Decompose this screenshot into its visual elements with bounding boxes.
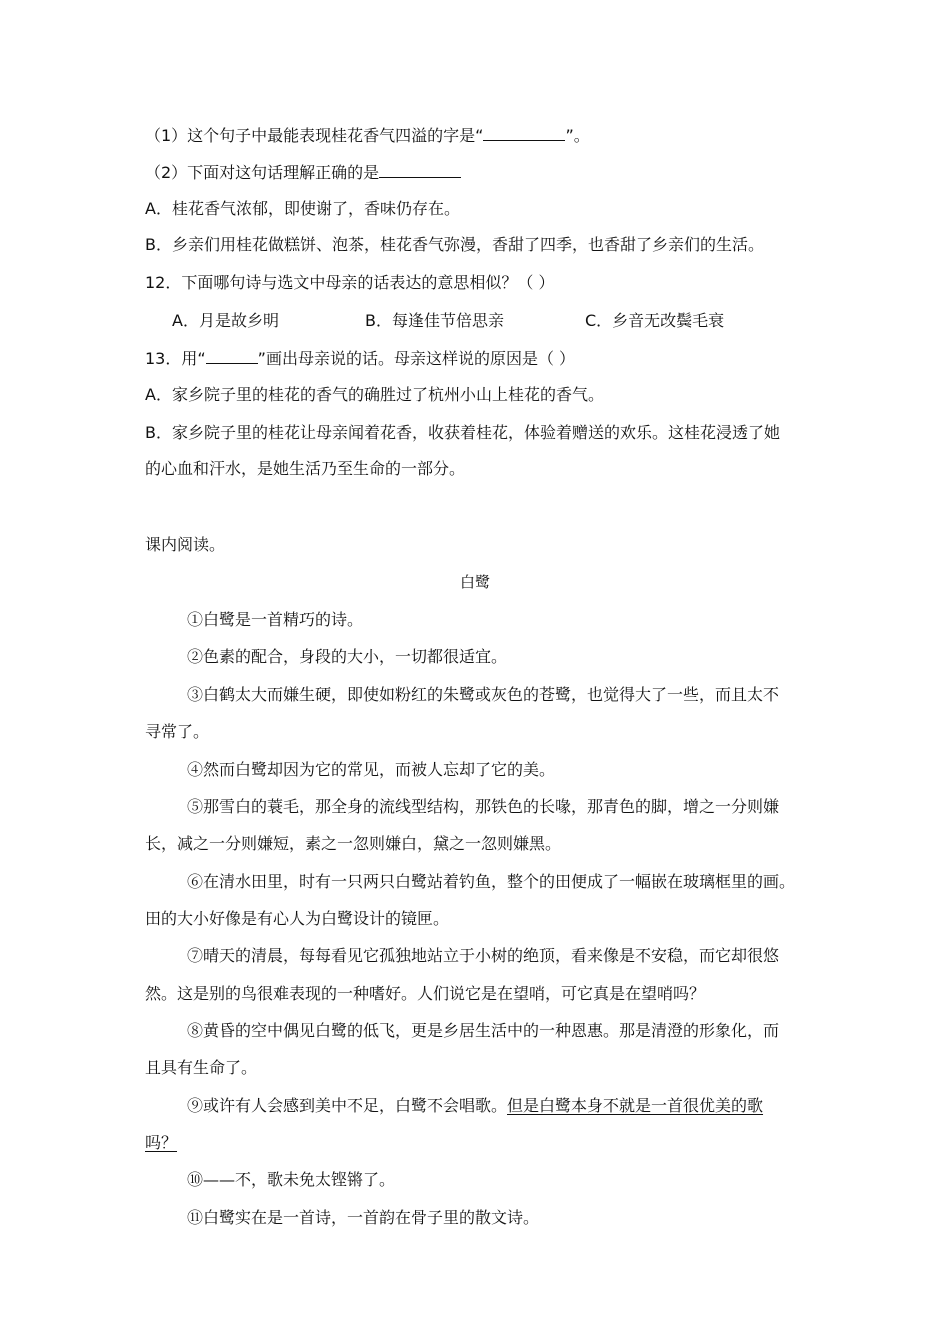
passage-paragraph-9-underlined-end: 吗？	[145, 1133, 178, 1152]
passage-paragraph-11: ⑪白鹭实在是一首诗，一首韵在骨子里的散文诗。	[187, 1208, 540, 1227]
passage-paragraph-8-line2: 且具有生命了。	[145, 1058, 258, 1077]
passage-paragraph-1: ①白鹭是一首精巧的诗。	[187, 610, 364, 629]
q11-sub2-answer-blank[interactable]	[379, 161, 461, 178]
q11-option-b: B．乡亲们用桂花做糕饼、泡茶，桂花香气弥漫，香甜了四季，也香甜了乡亲们的生活。	[145, 235, 764, 254]
q13-option-b-line1: B．家乡院子里的桂花让母亲闻着花香，收获着桂花，体验着赠送的欢乐。这桂花浸透了她	[145, 423, 780, 442]
passage-paragraph-9-plain: ⑨或许有人会感到美中不足，白鹭不会唱歌。	[187, 1096, 508, 1115]
q13-stem-suffix: ”画出母亲说的话。母亲这样说的原因是（ ）	[257, 349, 576, 368]
passage-paragraph-7-line1: ⑦晴天的清晨，每每看见它孤独地站立于小树的绝顶，看来像是不安稳，而它却很悠	[187, 946, 780, 965]
q13-option-b-line2: 的心血和汗水，是她生活乃至生命的一部分。	[145, 459, 466, 478]
passage-paragraph-9-underlined-sentence: 但是白鹭本身不就是一首很优美的歌	[507, 1096, 764, 1115]
passage-paragraph-6-line1: ⑥在清水田里，时有一只两只白鹭站着钓鱼，整个的田便成了一幅嵌在玻璃框里的画。	[187, 872, 796, 891]
q11-sub1-prefix: （1）这个句子中最能表现桂花香气四溢的字是“	[145, 126, 484, 145]
q11-sub1	[145, 124, 590, 146]
q11-sub1-answer-blank[interactable]	[483, 124, 565, 141]
passage-paragraph-6-line2: 田的大小好像是有心人为白鹭设计的镜匣。	[145, 909, 450, 928]
q11-sub1-suffix: ”。	[565, 126, 590, 145]
passage-paragraph-5-line1: ⑤那雪白的蓑毛，那全身的流线型结构，那铁色的长喙，那青色的脚，增之一分则嫌	[187, 797, 780, 816]
passage-paragraph-4: ④然而白鹭却因为它的常见，而被人忘却了它的美。	[187, 760, 556, 779]
passage-paragraph-5-line2: 长，减之一分则嫌短，素之一忽则嫌白，黛之一忽则嫌黑。	[145, 834, 562, 853]
q12-option-c: C．乡音无改鬓毛衰	[585, 311, 725, 330]
passage-paragraph-3-line2: 寻常了。	[145, 722, 210, 741]
passage-paragraph-8-line1: ⑧黄昏的空中偶见白鹭的低飞，更是乡居生活中的一种恩惠。那是清澄的形象化，而	[187, 1021, 780, 1040]
q12-option-b: B．每逢佳节倍思亲	[365, 311, 504, 330]
passage-paragraph-2: ②色素的配合，身段的大小，一切都很适宜。	[187, 647, 508, 666]
passage-paragraph-10: ⑩——不，歌未免太铿锵了。	[187, 1170, 396, 1189]
reading-heading: 课内阅读。	[145, 535, 226, 554]
q12-stem: 12．下面哪句诗与选文中母亲的话表达的意思相似？（ ）	[145, 273, 555, 292]
q11-option-a: A．桂花香气浓郁，即使谢了，香味仍存在。	[145, 199, 460, 218]
q12-option-a: A．月是故乡明	[172, 311, 279, 330]
passage-paragraph-7-line2: 然。这是别的鸟很难表现的一种嗜好。人们说它是在望哨，可它真是在望哨吗？	[145, 984, 706, 1003]
passage-paragraph-9-line2	[145, 1133, 177, 1153]
q11-sub2	[145, 161, 461, 183]
q13-underline-sample	[206, 347, 258, 364]
passage-paragraph-3-line1: ③白鹤太大而嫌生硬，即使如粉红的朱鹭或灰色的苍鹭，也觉得大了一些，而且太不	[187, 685, 780, 704]
q13-stem	[145, 347, 575, 369]
passage-paragraph-9-line1	[187, 1096, 763, 1116]
passage-title: 白鹭	[459, 573, 490, 591]
q13-option-a: A．家乡院子里的桂花的香气的确胜过了杭州小山上桂花的香气。	[145, 385, 604, 404]
q13-stem-prefix: 13．用“	[145, 349, 206, 368]
q11-sub2-prefix: （2）下面对这句话理解正确的是	[145, 163, 380, 182]
